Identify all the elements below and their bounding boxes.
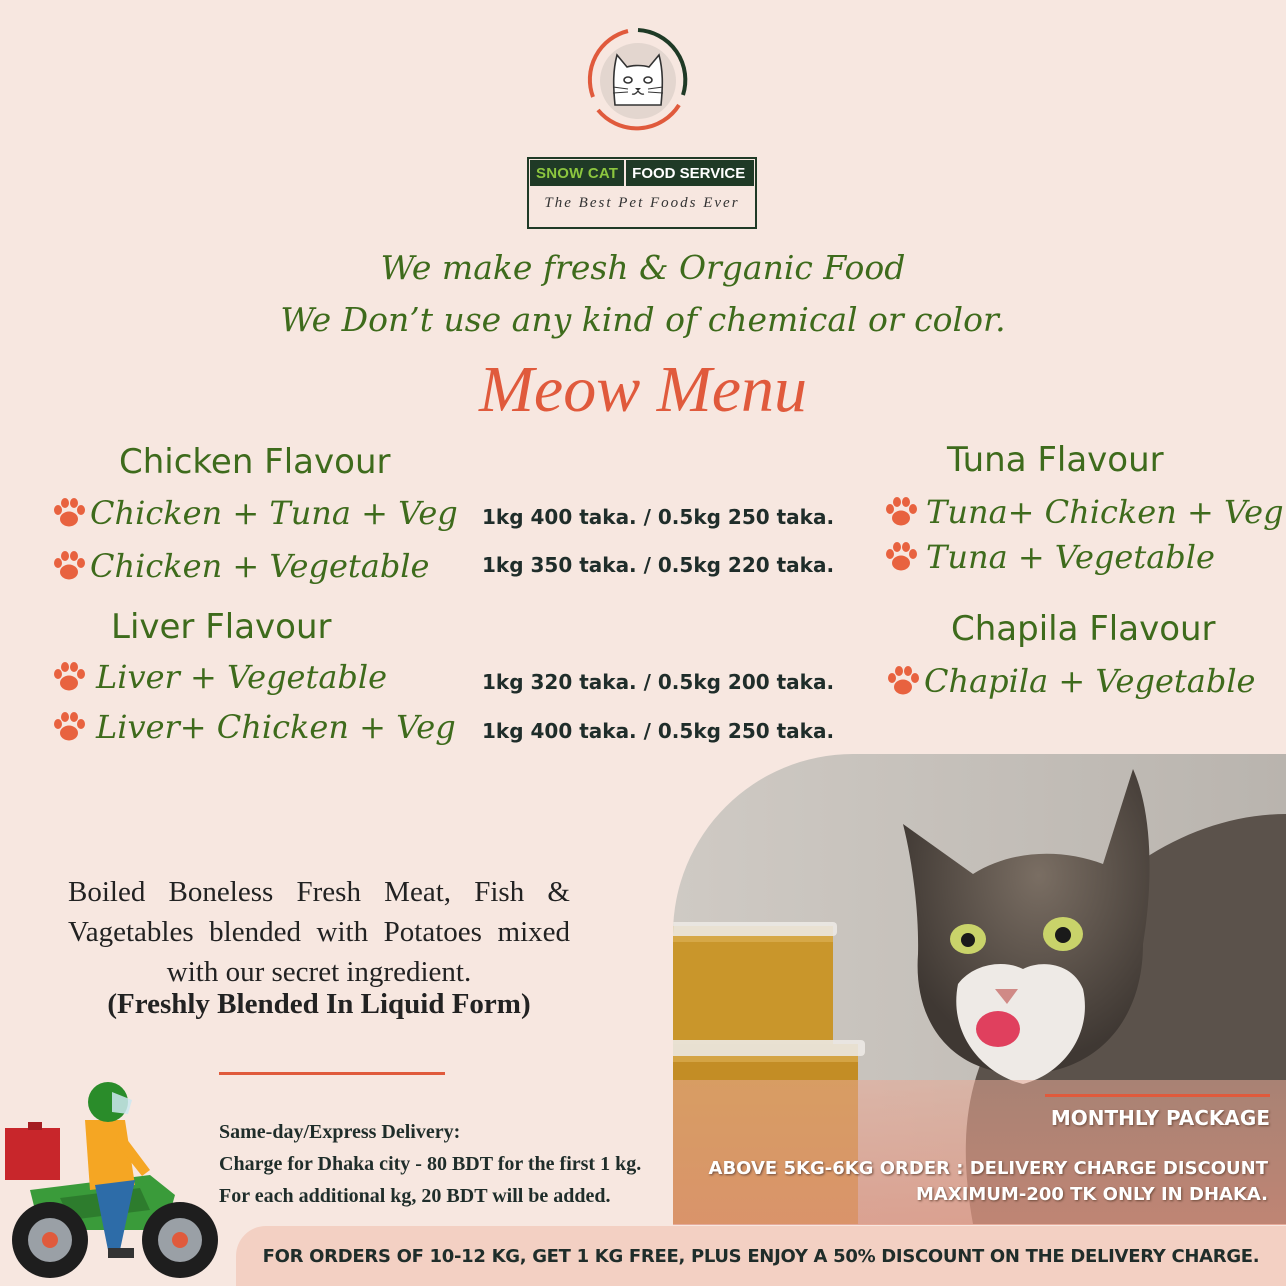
paw-icon [884,496,918,528]
menu-item-name: Liver+ Chicken + Veg [96,708,456,746]
paw-icon [52,550,86,582]
chicken-flavour-heading: Chicken Flavour [119,442,391,482]
food-description-bold: (Freshly Blended In Liquid Form) [107,988,531,1020]
menu-item-chicken-vegetable [52,547,429,585]
chapila-flavour-heading: Chapila Flavour [951,609,1216,649]
menu-item-price: 1kg 400 taka. / 0.5kg 250 taka. [482,719,835,743]
menu-item-name: Chapila + Vegetable [924,662,1256,700]
brand-tagline: The Best Pet Foods Ever [544,195,740,211]
headline-line1: We make fresh & Organic Food [380,248,906,287]
menu-item-tuna-vegetable [884,538,1215,576]
divider [1045,1094,1270,1097]
menu-item-price: 1kg 320 taka. / 0.5kg 200 taka. [482,670,835,694]
promo-bar [236,1226,1286,1286]
delivery-info [219,1116,669,1212]
scooter-rider-icon [0,1080,225,1286]
menu-item-name: Tuna+ Chicken + Veg [926,493,1284,531]
paw-icon [884,541,918,573]
menu-item-price: 1kg 350 taka. / 0.5kg 220 taka. [482,553,835,577]
cat-logo-icon [583,25,693,135]
paw-icon [52,497,86,529]
brand-name-part1: SNOW CAT [530,160,624,186]
menu-item-name: Liver + Vegetable [96,658,388,696]
menu-item-name: Chicken + Tuna + Veg [90,494,458,532]
delivery-line: For each additional kg, 20 BDT will be added. [219,1185,611,1207]
brand-name [530,160,754,186]
tuna-flavour-heading: Tuna Flavour [947,440,1164,480]
menu-item-price: 1kg 400 taka. / 0.5kg 250 taka. [482,505,835,529]
monthly-package-line: ABOVE 5KG-6KG ORDER : DELIVERY CHARGE DISCOUNT [708,1158,1268,1179]
paw-icon [52,661,86,693]
paw-icon [886,665,920,697]
menu-item-tuna-chicken-veg [884,493,1284,531]
delivery-line: Same-day/Express Delivery: [219,1121,461,1143]
menu-item-name: Tuna + Vegetable [926,538,1215,576]
brand-name-part2: FOOD SERVICE [624,160,754,186]
paw-icon [52,711,86,743]
menu-title: Meow Menu [478,353,808,426]
delivery-line: Charge for Dhaka city - 80 BDT for the first 1 kg. [219,1153,642,1175]
menu-item-name: Chicken + Vegetable [90,547,430,585]
monthly-package-title: MONTHLY PACKAGE [1050,1106,1270,1130]
logo [583,25,693,135]
divider [219,1072,445,1075]
food-description: Boiled Boneless Fresh Meat, Fish & Vagetables blended with Potatoes mixed with our secret ingredient. [68,876,570,988]
menu-item-chapila-vegetable [886,662,1255,700]
headline-line2: We Don’t use any kind of chemical or color. [280,300,1006,339]
monthly-package-line: MAXIMUM-200 TK ONLY IN DHAKA. [915,1184,1268,1205]
menu-item-chicken-tuna-veg [52,494,458,532]
menu-item-liver-vegetable [52,658,387,696]
liver-flavour-heading: Liver Flavour [111,607,332,647]
delivery-rider-illustration [0,1080,225,1286]
promo-text: FOR ORDERS OF 10-12 KG, GET 1 KG FREE, PLUS ENJOY A 50% DISCOUNT ON THE DELIVERY CHARGE. [262,1245,1260,1267]
menu-item-liver-chicken-veg [52,708,456,746]
